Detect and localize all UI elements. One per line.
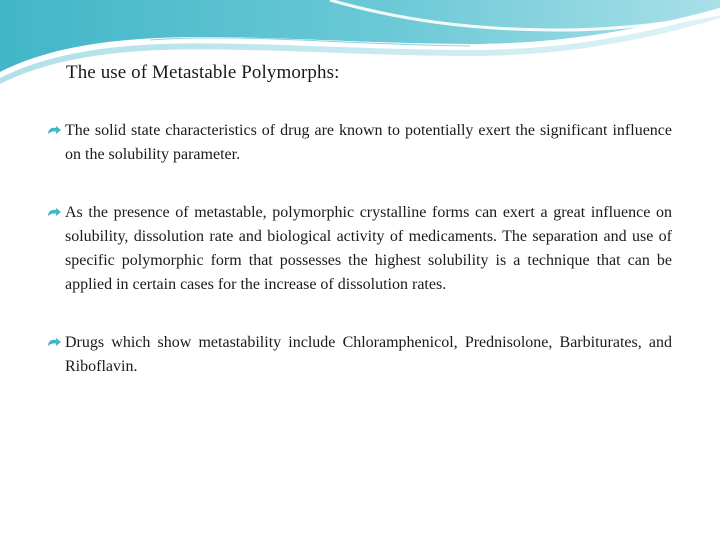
slide-title: The use of Metastable Polymorphs:	[66, 62, 340, 83]
bullet-text: The solid state characteristics of drug are known to potentially exert the significant influence on the solubility parameter.	[65, 122, 672, 163]
bullet-text: As the presence of metastable, polymorphic crystalline forms can exert a great influence on solubility, dissolution rate and biological activity of medicaments. The separation and use of specific polymorphic form that possesses the highest solubility is a technique that can be applied in certain cases for the increase of dissolution rates.	[65, 204, 672, 293]
bullet-list	[46, 119, 672, 379]
curled-arrow-bullet-icon	[46, 125, 62, 137]
curled-arrow-bullet-icon	[46, 337, 62, 349]
bullet-item	[46, 119, 672, 167]
curled-arrow-bullet-icon	[46, 207, 62, 219]
bullet-item	[46, 201, 672, 297]
bullet-text: Drugs which show metastability include Chloramphenicol, Prednisolone, Barbiturates, and Riboflavin.	[65, 334, 672, 375]
bullet-item	[46, 331, 672, 379]
